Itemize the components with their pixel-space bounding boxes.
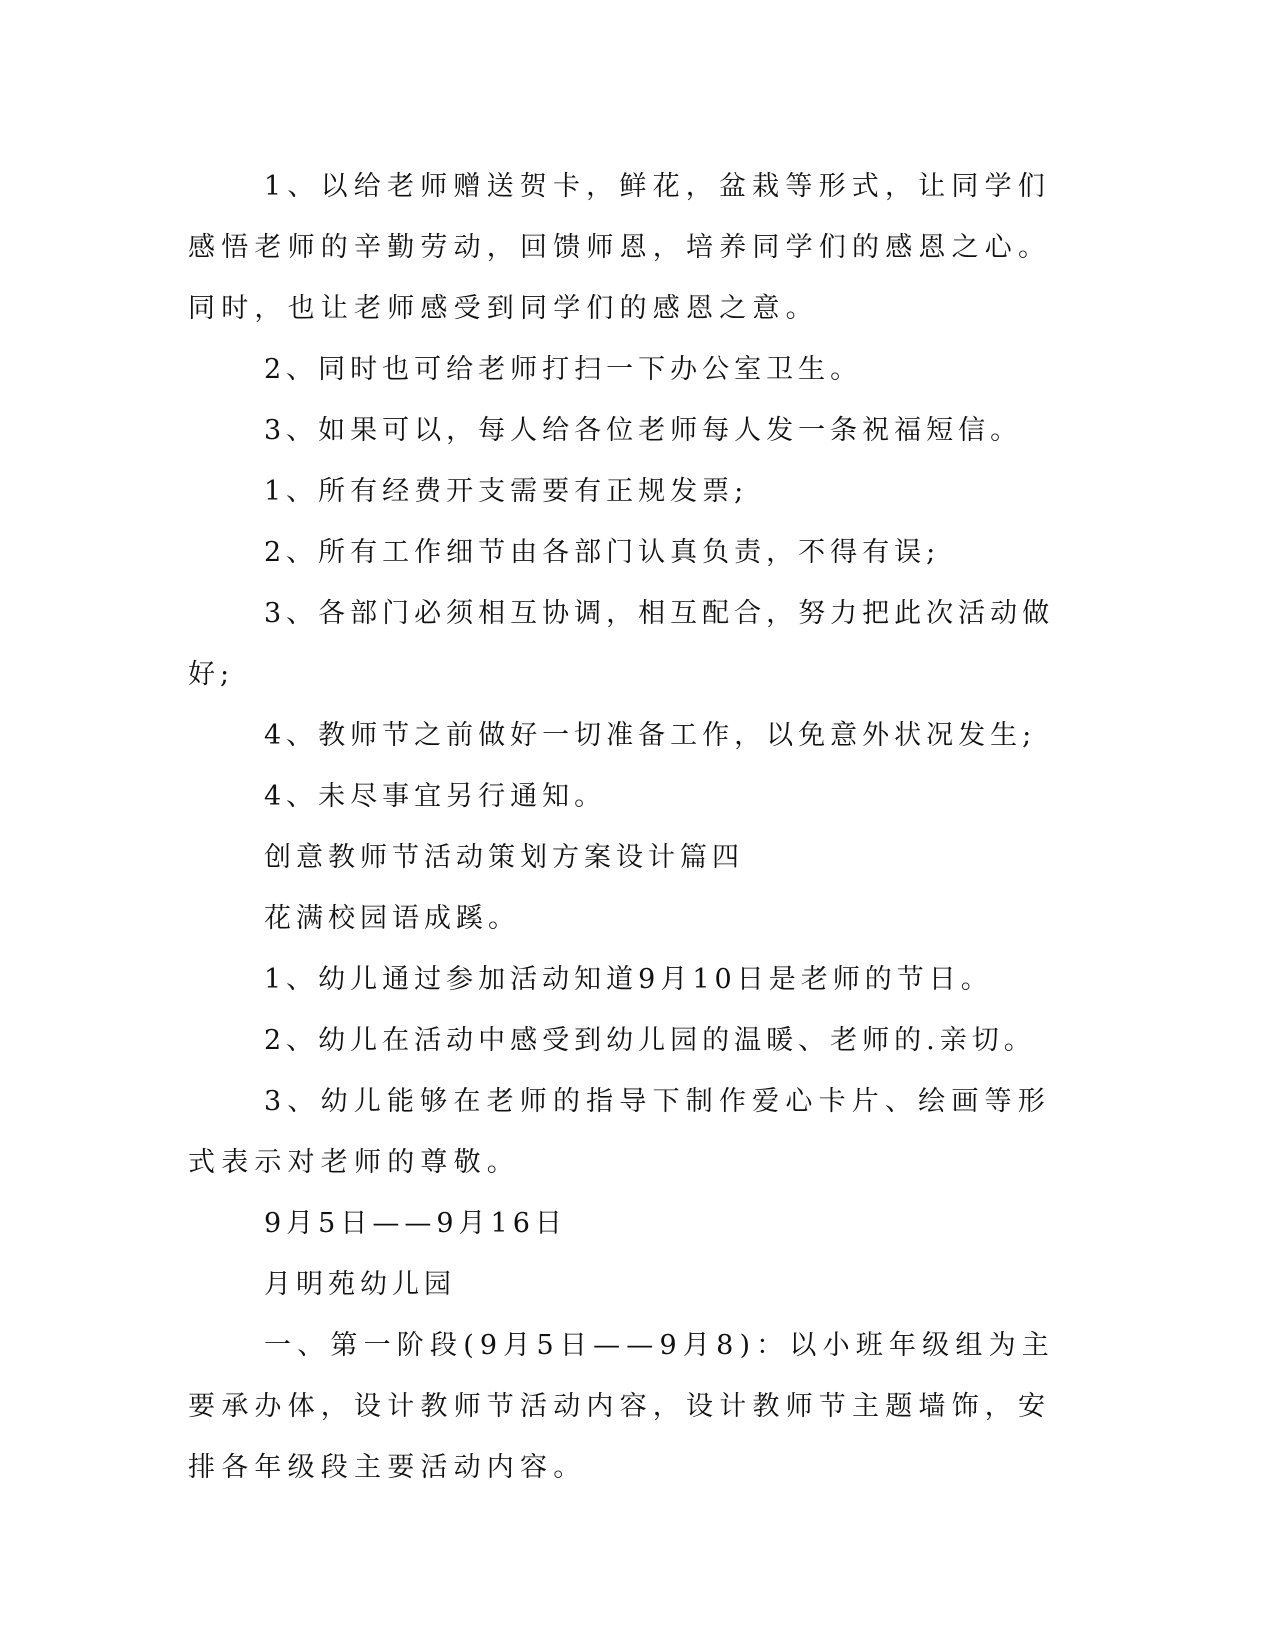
activity-date-range: 9月5日——9月16日 (264, 1208, 567, 1239)
paragraph-expense-invoice: 1、所有经费开支需要有正规发票; (264, 476, 749, 507)
paragraph-gift-cards: 1、以给老师赠送贺卡，鲜花，盆栽等形式，让同学们感悟老师的辛勤劳动，回馈师恩，培养同学们的感恩之心。同时，也让老师感受到同学们的感恩之意。 (188, 171, 1052, 324)
paragraph-coordination: 3、各部门必须相互协调，相互配合，努力把此次活动做好; (188, 598, 1055, 690)
goal-two: 2、幼儿在活动中感受到幼儿园的温暖、老师的.亲切。 (264, 1025, 1036, 1056)
phase-one: 一、第一阶段(9月5日——9月8)：以小班年级组为主要承办体，设计教师节活动内容，设计教师节主题墙饰，安排各年级段主要活动内容。 (188, 1330, 1055, 1483)
paragraph-further-notice: 4、未尽事宜另行通知。 (264, 781, 607, 812)
paragraph-preparation: 4、教师节之前做好一切准备工作，以免意外状况发生; (264, 720, 1037, 751)
document-body (188, 156, 1068, 1498)
paragraph-clean-office: 2、同时也可给老师打扫一下办公室卫生。 (264, 354, 863, 385)
goal-three: 3、幼儿能够在老师的指导下制作爱心卡片、绘画等形式表示对老师的尊敬。 (188, 1086, 1051, 1178)
paragraph-work-details: 2、所有工作细节由各部门认真负责，不得有误; (264, 537, 941, 568)
activity-location: 月明苑幼儿园 (264, 1269, 456, 1300)
goal-one: 1、幼儿通过参加活动知道9月10日是老师的节日。 (264, 964, 993, 995)
theme-line: 花满校园语成蹊。 (264, 903, 520, 934)
paragraph-blessing-message: 3、如果可以，每人给各位老师每人发一条祝福短信。 (264, 415, 1023, 446)
section-title: 创意教师节活动策划方案设计篇四 (264, 842, 744, 873)
